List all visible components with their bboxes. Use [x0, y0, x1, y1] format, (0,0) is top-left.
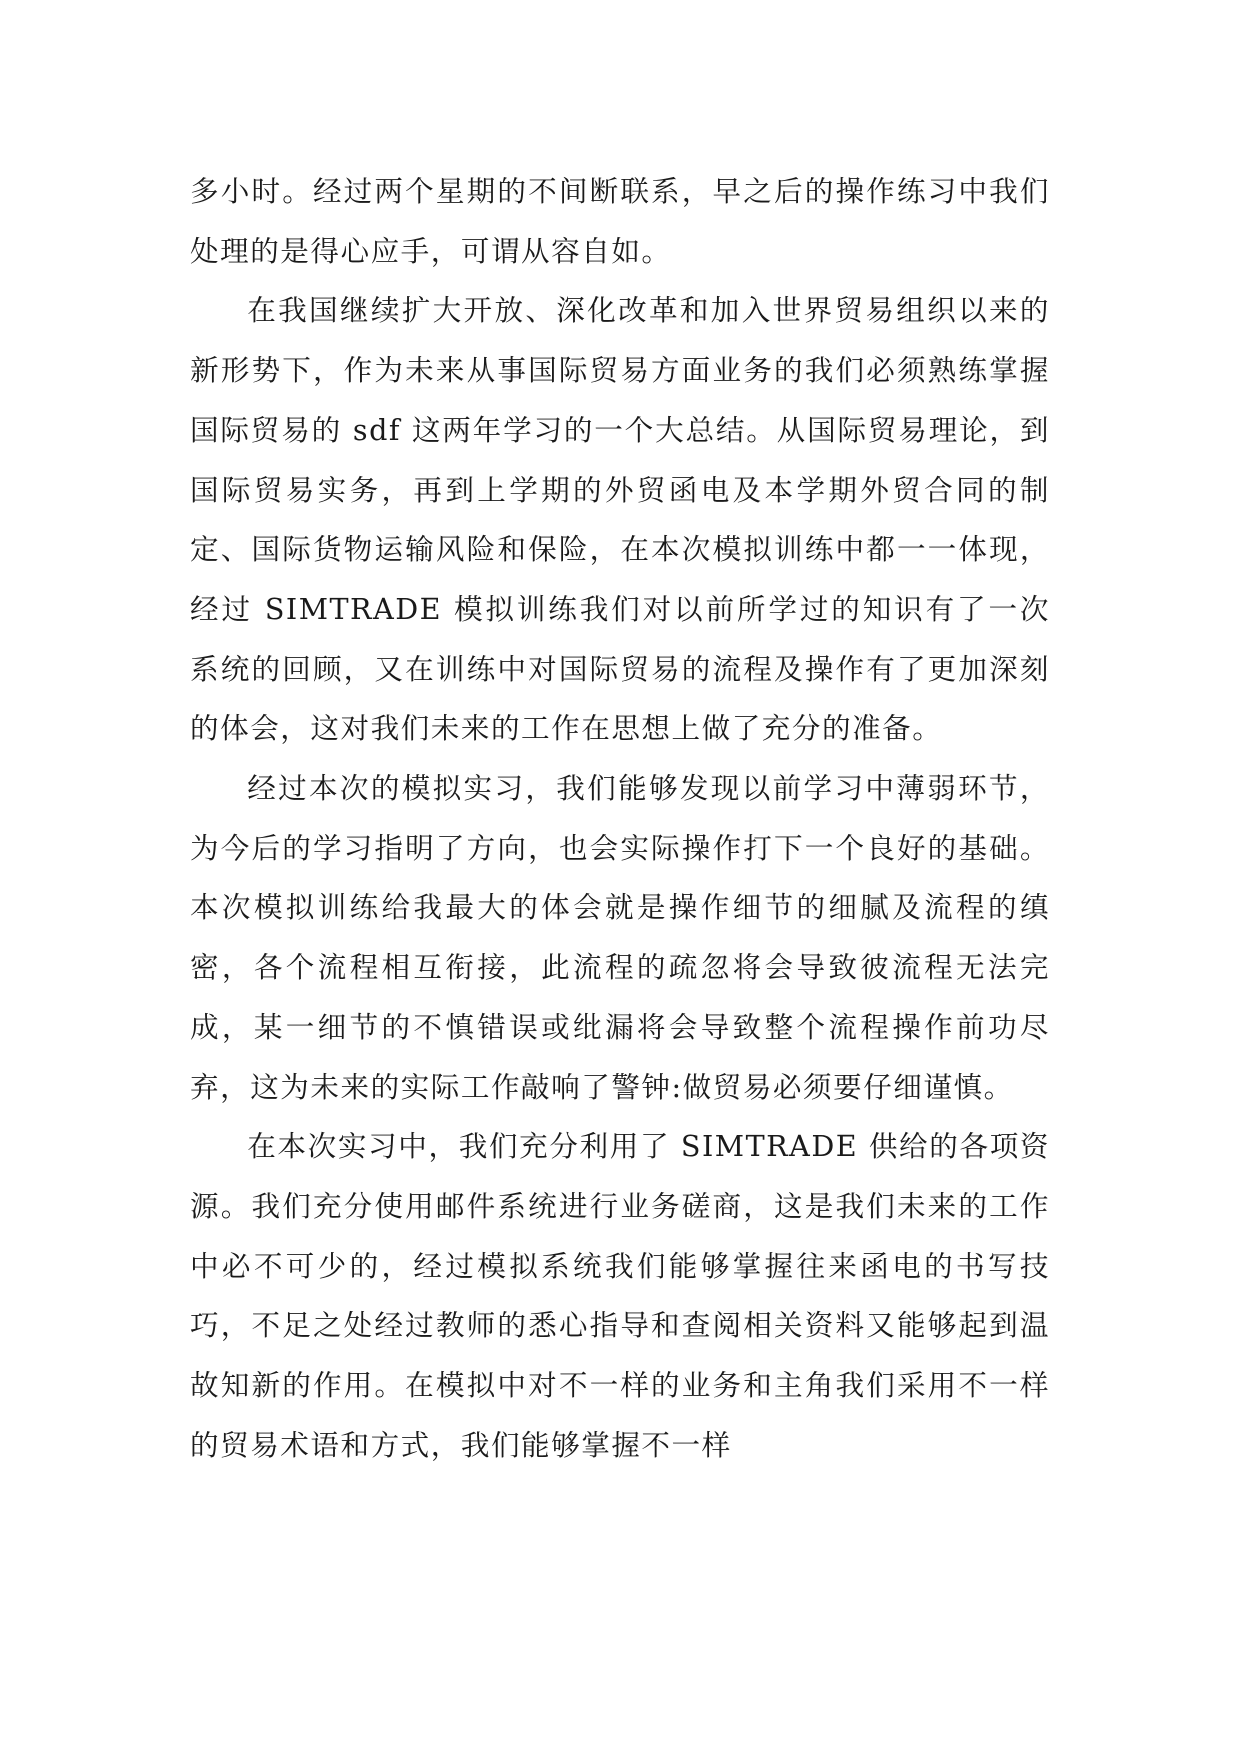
paragraph-4: 在本次实习中，我们充分利用了 SIMTRADE 供给的各项资源。我们充分使用邮件系统进行业务磋商，这是我们未来的工作中必不可少的，经过模拟系统我们能够掌握往来函电的书写技巧，不足之处经过教师的悉心指导和查阅相关资料又能够起到温故知新的作用。在模拟中对不一样的业务和主角我们采用不一样的贸易术语和方式，我们能够掌握不一样 [190, 1129, 1050, 1462]
body-text [190, 162, 1050, 1475]
paragraph-3: 经过本次的模拟实习，我们能够发现以前学习中薄弱环节，为今后的学习指明了方向，也会实际操作打下一个良好的基础。本次模拟训练给我最大的体会就是操作细节的细腻及流程的缜密，各个流程相互衔接，此流程的疏忽将会导致彼流程无法完成，某一细节的不慎错误或纰漏将会导致整个流程操作前功尽弃，这为未来的实际工作敲响了警钟:做贸易必须要仔细谨慎。 [190, 771, 1050, 1104]
paragraph-2: 在我国继续扩大开放、深化改革和加入世界贸易组织以来的新形势下，作为未来从事国际贸易方面业务的我们必须熟练掌握国际贸易的 sdf 这两年学习的一个大总结。从国际贸易理论，到国际贸易实务，再到上学期的外贸函电及本学期外贸合同的制定、国际货物运输风险和保险，在本次模拟训练中都一一体现，经过 SIMTRADE 模拟训练我们对以前所学过的知识有了一次系统的回顾，又在训练中对国际贸易的流程及操作有了更加深刻的体会，这对我们未来的工作在思想上做了充分的准备。 [190, 293, 1050, 746]
paragraph-1: 多小时。经过两个星期的不间断联系，早之后的操作练习中我们处理的是得心应手，可谓从容自如。 [190, 174, 1050, 268]
